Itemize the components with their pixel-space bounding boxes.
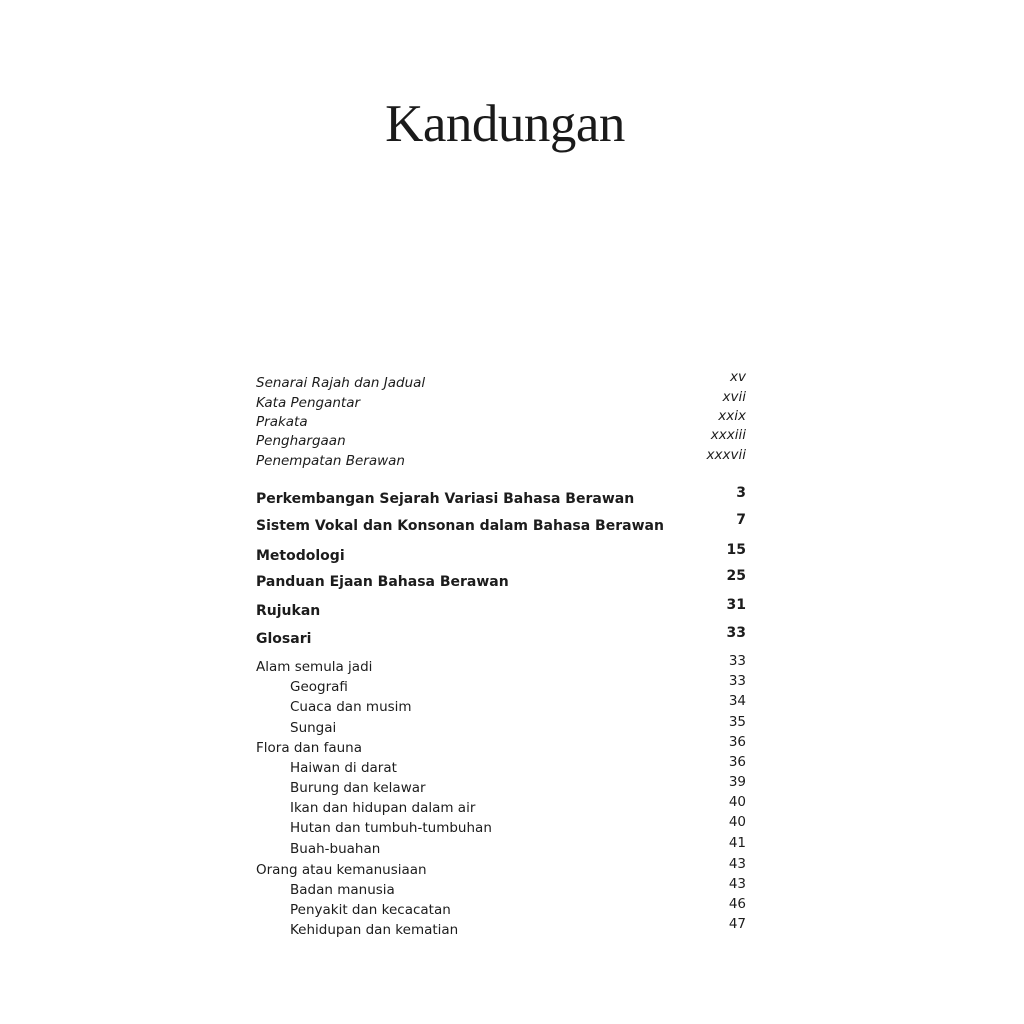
toc-entry-glossary-subsection[interactable]	[256, 835, 746, 859]
toc-entry-front-1[interactable]	[256, 369, 746, 393]
toc-entry-page: 33	[728, 673, 746, 689]
toc-entry-page: 15	[726, 542, 746, 558]
toc-entry-glossary-subsection[interactable]	[256, 876, 746, 900]
toc-entry-page: 43	[728, 856, 746, 872]
toc-entry-page: 7	[736, 512, 746, 528]
toc-entry-front-5[interactable]	[256, 447, 746, 471]
toc-entry-label: Senarai Rajah dan Jadual	[256, 375, 426, 391]
toc-entry-label: Hutan dan tumbuh-tumbuhan	[290, 820, 492, 836]
toc-entry-label: Flora dan fauna	[256, 740, 362, 756]
toc-entry-label: Cuaca dan musim	[290, 699, 412, 715]
toc-entry-glossary-subsection[interactable]	[256, 693, 746, 717]
toc-entry-page: xvii	[722, 389, 746, 405]
toc-entry-page: 40	[728, 814, 746, 830]
toc-entry-glossary-subsection[interactable]	[256, 814, 746, 838]
toc-entry-page: xxix	[718, 408, 746, 424]
toc-entry-glossary-subsection[interactable]	[256, 794, 746, 818]
toc-entry-glossary-subsection[interactable]	[256, 714, 746, 738]
page-title: Kandungan	[385, 95, 625, 153]
toc-entry-label: Penghargaan	[256, 433, 346, 449]
toc-entry-page: xv	[730, 369, 746, 385]
toc-entry-label: Burung dan kelawar	[290, 780, 426, 796]
toc-entry-label: Kehidupan dan kematian	[290, 922, 459, 938]
toc-entry-page: 33	[726, 625, 746, 641]
toc-entry-front-4[interactable]	[256, 427, 746, 451]
toc-entry-page: 39	[728, 774, 746, 790]
toc-entry-page: 25	[726, 568, 746, 584]
toc-entry-label: Rujukan	[256, 603, 321, 619]
toc-entry-label: Penempatan Berawan	[256, 453, 405, 469]
toc-entry-glossary-subsection[interactable]	[256, 774, 746, 798]
toc-entry-page: 35	[728, 714, 746, 730]
toc-entry-glossary-subsection[interactable]	[256, 673, 746, 697]
toc-entry-label: Badan manusia	[290, 882, 395, 898]
toc-entry-glossary-section[interactable]	[256, 653, 746, 677]
toc-entry-page: 33	[728, 653, 746, 669]
toc-entry-label: Ikan dan hidupan dalam air	[290, 800, 476, 816]
toc-entry-chapter-5[interactable]	[256, 597, 746, 621]
toc-entry-page: xxxvii	[706, 447, 746, 463]
toc-entry-label: Haiwan di darat	[290, 760, 397, 776]
toc-entry-page: 36	[728, 734, 746, 750]
toc-entry-chapter-1[interactable]	[256, 485, 746, 509]
toc-entry-page: 43	[728, 876, 746, 892]
toc-entry-label: Kata Pengantar	[256, 395, 361, 411]
toc-entry-glossary-section[interactable]	[256, 734, 746, 758]
toc-entry-label: Sistem Vokal dan Konsonan dalam Bahasa Berawan	[256, 518, 664, 534]
toc-entry-front-2[interactable]	[256, 389, 746, 413]
toc-entry-label: Penyakit dan kecacatan	[290, 902, 451, 918]
toc-entry-glossary-subsection[interactable]	[256, 896, 746, 920]
toc-entry-label: Metodologi	[256, 548, 345, 564]
toc-entry-label: Alam semula jadi	[256, 659, 373, 675]
toc-entry-chapter-3[interactable]	[256, 542, 746, 566]
toc-entry-glossary-subsection[interactable]	[256, 754, 746, 778]
toc-entry-chapter-4[interactable]	[256, 568, 746, 592]
toc-entry-page: 47	[728, 916, 746, 932]
toc-entry-page: 3	[736, 485, 746, 501]
toc-entry-page: 41	[728, 835, 746, 851]
toc-entry-front-3[interactable]	[256, 408, 746, 432]
toc-entry-label: Buah-buahan	[290, 841, 381, 857]
toc-entry-glossary-section[interactable]	[256, 856, 746, 880]
toc-entry-page: xxxiii	[710, 427, 746, 443]
toc-entry-label: Perkembangan Sejarah Variasi Bahasa Berawan	[256, 491, 635, 507]
toc-entry-label: Prakata	[256, 414, 308, 430]
toc-entry-page: 46	[728, 896, 746, 912]
toc-entry-label: Glosari	[256, 631, 312, 647]
toc-entry-chapter-6[interactable]	[256, 625, 746, 649]
toc-entry-page: 31	[726, 597, 746, 613]
toc-entry-page: 36	[728, 754, 746, 770]
toc-entry-page: 34	[728, 693, 746, 709]
toc-entry-label: Sungai	[290, 720, 337, 736]
toc-entry-label: Panduan Ejaan Bahasa Berawan	[256, 574, 509, 590]
toc-entry-page: 40	[728, 794, 746, 810]
toc-entry-chapter-2[interactable]	[256, 512, 746, 536]
toc-entry-label: Orang atau kemanusiaan	[256, 862, 427, 878]
toc-entry-label: Geografi	[290, 679, 348, 695]
toc-entry-glossary-subsection[interactable]	[256, 916, 746, 940]
